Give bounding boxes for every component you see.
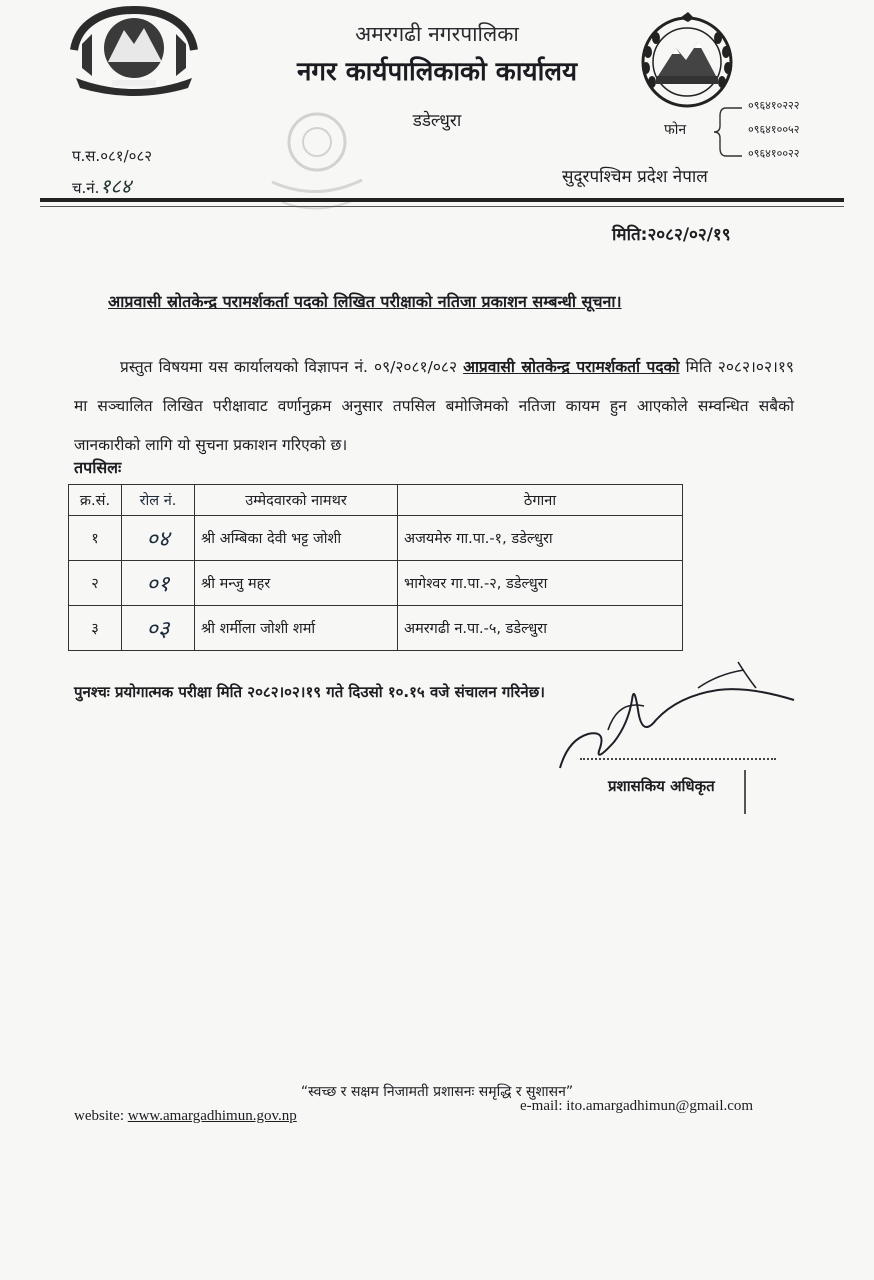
signature-line (580, 758, 776, 760)
province-name: सुदूरपश्चिम प्रदेश नेपाल (562, 167, 708, 187)
faded-stamp-icon (262, 102, 372, 222)
notice-date: मिति:२०८२/०२/१९ (612, 225, 731, 245)
roll-cell: ०४ (122, 516, 195, 561)
fiscal-year-ref: प.स.०८१/०८२ (72, 147, 153, 165)
phone-number-2: ०९६४१००५२ (748, 123, 800, 136)
body-part-1: प्रस्तुत विषयमा यस कार्यालयको विज्ञापन नं. ०९/२०८१/०८२ (120, 358, 458, 376)
name-cell: श्री मन्जु महर (195, 561, 398, 606)
signatory-designation: प्रशासकिय अधिकृत (608, 777, 715, 795)
name-cell: श्री शर्मीला जोशी शर्मा (195, 606, 398, 651)
email-label: e-mail: (520, 1098, 563, 1114)
phone-brace-icon (714, 104, 744, 160)
dispatch-number-label: च.नं. (72, 179, 100, 197)
address-cell: अमरगढी न.पा.-५, डडेल्धुरा (398, 606, 683, 651)
serial-cell: २ (69, 561, 122, 606)
footer-motto: “स्वच्छ र सक्षम निजामती प्रशासनः समृद्धि र सुशासन” (300, 1084, 574, 1100)
district-name: डडेल्धुरा (412, 111, 462, 131)
table-row (69, 516, 683, 561)
name-cell: श्री अम्बिका देवी भट्ट जोशी (195, 516, 398, 561)
table-header-row (69, 485, 683, 516)
body-part-2: मिति २०८२।०२।१९ मा सञ्चालित लिखित परीक्षावाट वर्णानुक्रम अनुसार तपसिल बमोजिमको नतिजा कायम हुन आएकोले सम्वन्धित सबैको जानकारीको लागि यो सुचना प्रकाशन गरिएको छ। (74, 358, 794, 454)
notice-subject: आप्रवासी स्रोतकेन्द्र परामर्शकर्ता पदको लिखित परीक्षाको नतिजा प्रकाशन सम्बन्धी सूचना। (108, 292, 622, 311)
signature-icon (548, 660, 808, 780)
email-link[interactable]: ito.amargadhimun@gmail.com (566, 1098, 754, 1114)
details-label: तपसिलः (74, 458, 122, 477)
header-address: ठेगाना (398, 485, 683, 516)
notice-body (74, 348, 794, 465)
roll-cell: ०३ (122, 606, 195, 651)
table-row (69, 606, 683, 651)
result-table (68, 484, 683, 651)
phone-label: फोन (664, 122, 687, 138)
dispatch-number-value: १८४ (100, 174, 132, 198)
office-name: नगर कार्यपालिकाको कार्यालय (296, 57, 578, 87)
phone-number-3: ०९६४१००२२ (748, 147, 800, 160)
postscript-note: पुनश्चः प्रयोगात्मक परीक्षा मिति २०८२।०२।१९ गते दिउसो १०.१५ वजे संचालन गरिनेछ। (74, 683, 545, 701)
header-divider-thin (40, 206, 844, 207)
header-candidate-name: उम्मेदवारको नामथर (195, 485, 398, 516)
address-cell: भागेश्वर गा.पा.-२, डडेल्धुरा (398, 561, 683, 606)
signature-side-mark (744, 770, 746, 814)
municipality-name: अमरगढी नगरपालिका (355, 22, 519, 46)
footer-website (74, 1108, 297, 1125)
serial-cell: ३ (69, 606, 122, 651)
table-row (69, 561, 683, 606)
footer-email (520, 1098, 753, 1115)
header-serial: क्र.सं. (69, 485, 122, 516)
phone-number-1: ०९६४१०२२२ (748, 99, 800, 112)
post-name: आप्रवासी स्रोतकेन्द्र परामर्शकर्ता पदको (463, 358, 680, 376)
roll-cell: ०१ (122, 561, 195, 606)
serial-cell: १ (69, 516, 122, 561)
website-link[interactable]: www.amargadhimun.gov.np (127, 1108, 297, 1124)
address-cell: अजयमेरु गा.पा.-१, डडेल्धुरा (398, 516, 683, 561)
header-divider-thick (40, 198, 844, 202)
website-label: website: (74, 1108, 124, 1124)
header-roll: रोल नं. (122, 485, 195, 516)
